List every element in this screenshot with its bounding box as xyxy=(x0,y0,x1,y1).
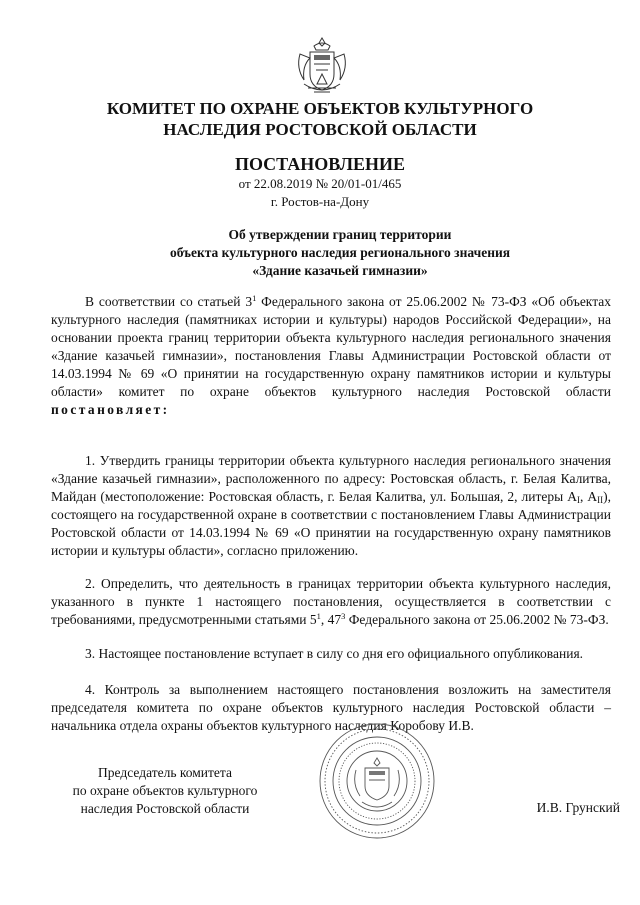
signatory-title-line3: наследия Ростовской области xyxy=(80,801,250,816)
preamble-superscript: 1 xyxy=(252,293,257,303)
signatory-title xyxy=(60,764,270,818)
decree-date-number: от 22.08.2019 № 20/01-01/465 xyxy=(238,176,402,191)
signatory-title-line1: Председатель комитета xyxy=(98,765,232,780)
item-1-subscript-1: I xyxy=(576,495,580,505)
committee-name-line1: КОМИТЕТ ПО ОХРАНЕ ОБЪЕКТОВ КУЛЬТУРНОГО xyxy=(106,99,534,118)
coat-of-arms-icon xyxy=(294,36,350,98)
item-1-subscript-2: II xyxy=(597,495,604,505)
preamble-paragraph xyxy=(51,293,611,419)
subject-line1: Об утверждении границ территории xyxy=(228,227,452,242)
item-2-text-start: 2. Определить, что деятельность в границах территории объекта культурного наследия, указанного в пункте 1 настоящего постановления, осуществляется в соответствии с требованиями, предусмотренными статьями 5 xyxy=(51,576,611,627)
item-2-superscript-2: 3 xyxy=(341,611,346,621)
subject-line3: «Здание казачьей гимназии» xyxy=(252,263,428,278)
item-2-superscript-1: 1 xyxy=(316,611,321,621)
subject-line2: объекта культурного наследия регионального значения xyxy=(169,245,511,260)
signatory-title-line2: по охране объектов культурного xyxy=(72,783,258,798)
official-seal-stamp xyxy=(318,722,436,840)
decree-subject xyxy=(60,226,620,280)
decree-city: г. Ростов-на-Дону xyxy=(270,194,370,209)
signatory-name: И.В. Грунский xyxy=(536,800,620,815)
item-2-paragraph xyxy=(51,575,611,629)
resolves-word: постановляет: xyxy=(51,402,170,417)
item-1-paragraph xyxy=(51,452,611,560)
item-1-text-end: ), состоящего на государственной охране в соответствии с постановлением Главы Администрации Ростовской области от 14.03.1994 № 69 «О принятии на государственную охрану памятников истории и культуры области», согласно приложению. xyxy=(51,489,611,558)
preamble-text-start: В соответствии со статьей 3 xyxy=(85,294,253,309)
item-1-text-start: 1. Утвердить границы территории объекта культурного наследия регионального значения «Здание казачьей гимназии», расположенного по адресу: Ростовская область, г. Белая Калитва, Майдан (местоположение: Ростовская область, г. Белая Калитва, ул. Большая, 2, литеры А xyxy=(51,453,611,504)
item-1-text-mid: , А xyxy=(579,489,598,504)
committee-name xyxy=(80,98,560,140)
item-2-text-end: Федерального закона от 25.06.2002 № 73-ФЗ. xyxy=(345,612,609,627)
decree-title: ПОСТАНОВЛЕНИЕ xyxy=(234,154,406,174)
item-3-paragraph: 3. Настоящее постановление вступает в силу со дня его официального опубликования. xyxy=(85,646,584,661)
committee-name-line2: НАСЛЕДИЯ РОСТОВСКОЙ ОБЛАСТИ xyxy=(163,120,477,139)
item-4-paragraph: 4. Контроль за выполнением настоящего постановления возложить на заместителя председателя комитета по охране объектов культурного наследия Ростовской области – начальника отдела охраны объектов культурного наследия Коробову И.В. xyxy=(51,682,611,733)
item-2-text-mid: , 47 xyxy=(320,612,342,627)
preamble-text-rest: Федерального закона от 25.06.2002 № 73-ФЗ «Об объектах культурного наследия (памятниках истории и культуры) народов Российской Федерации», на основании проекта границ территории объекта культурного наследия регионального значения «Здание казачьей гимназии», постановления Главы Администрации Ростовской области от 14.03.1994 № 69 «О принятии на государственную охрану памятников истории и культуры области» комитет по охране объектов культурного наследия Ростовской области xyxy=(51,294,611,399)
